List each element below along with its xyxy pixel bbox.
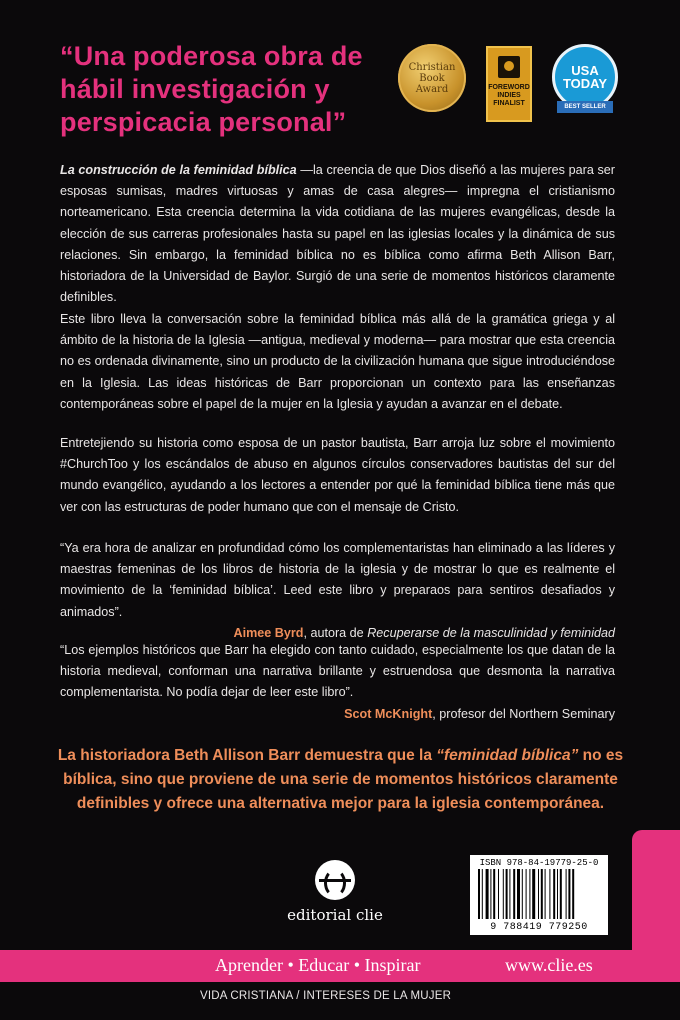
isbn-barcode [470,855,608,935]
barcode-bar [549,869,550,919]
barcode-bar [568,869,570,919]
barcode-bar [509,869,510,919]
highlight-text: La historiadora Beth Allison Barr demuestra que la [57,747,437,764]
book-title-inline: La construcción de la feminidad bíblica [60,163,297,177]
publisher-name: editorial clie [287,906,383,924]
christian-book-award-badge [398,44,466,112]
barcode-number: 9 788419 779250 [490,922,588,933]
spine-tab [632,830,680,950]
endorsement-1 [60,538,615,644]
barcode-bar [503,869,504,919]
barcode-bar [526,869,527,919]
highlight-text: no es bíblica, sino que proviene de una serie de momentos históricos claramente definibles y ofrece una alternativa mejor para la iglesia contemporánea. [63,747,624,812]
barcode-bar [506,869,508,919]
publisher-logo [280,860,390,925]
barcode-bar [572,869,574,919]
usa-today-line2: TODAY [562,76,608,91]
paragraph-text: Este libro lleva la conversación sobre la feminidad bíblica más allá de la gramática griega y al ámbito de la historia de la Iglesia —antigua, medieval y moderna— para mostrar que esta creencia no es ordenada divinamente, sino un producto de la civilización humana que sigue introduciéndose en la Iglesia. Las ideas históricas de Barr proporcionan un contexto para las enseñanzas contemporáneas sobre el papel de la mujer en la Iglesia y ayudan a avanzar en el debate. [60,312,615,411]
highlight-statement [48,744,633,816]
foreword-indies-label: FOREWORD INDIES FINALIST [488,84,530,107]
barcode-bar [486,869,489,919]
footer-band [0,950,680,982]
description-paragraph-3 [60,433,615,518]
barcode-bar [490,869,491,919]
barcode-bar [513,869,515,919]
publisher-url: www.clie.es [505,955,593,975]
barcode-bar [538,869,539,919]
barcode-bar [545,869,546,919]
usa-today-line1: USA [571,63,599,78]
award-badges [398,44,620,124]
endorsement-quote: “Ya era hora de analizar en profundidad cómo los complementaristas han eliminado a las líderes y maestras femeninas de los libros de historia de la iglesia y de mostrar lo que es realmente el movimiento de la ‘feminidad bíblica’. Leed este libro y preparaos para sentiros desafiados y animados”. [60,541,615,619]
description-paragraph-1 [60,160,615,308]
barcode-bar [560,869,562,919]
isbn-label: ISBN 978-84-19779-25-0 [479,858,599,868]
barcode-bar [553,869,555,919]
category-label: VIDA CRISTIANA / INTERESES DE LA MUJER [200,990,452,1002]
barcode-bar [566,869,567,919]
barcode-bar [541,869,543,919]
globe-book-icon [315,860,355,900]
paragraph-text: Entretejiendo su historia como esposa de un pastor bautista, Barr arroja luz sobre el movimiento #ChurchToo y los escándalos de abuso en algunos círculos conservadores bautistas del sur del mundo evangélico, ayudando a los lectores a entender por qué la feminidad bíblica tiene más que ver con las estructuras de poder humano que con el mensaje de Cristo. [60,436,615,514]
barcode-bar [522,869,523,919]
barcode-bar [482,869,483,919]
book-icon [498,56,520,78]
barcode-bar [529,869,530,919]
barcode-bar [532,869,535,919]
description-paragraph-2 [60,309,615,415]
best-seller-ribbon: BEST SELLER [557,101,613,113]
barcode-bar [557,869,558,919]
endorser-book-title: Recuperarse de la masculinidad y feminidad [367,625,615,640]
barcode-bar [517,869,520,919]
endorsement-quote: “Los ejemplos históricos que Barr ha elegido con tanto cuidado, especialmente los que datan de la historia medieval, conforman una narrativa brillante y estruendosa que desmonta la narrativa complementarista. No podía dejar de leer este libro”. [60,643,615,700]
barcode-bars [478,869,600,919]
award-line: Book [419,72,445,84]
award-line: Award [415,83,449,95]
usa-today-badge [552,44,618,110]
foreword-indies-badge [486,46,532,122]
barcode-bar [478,869,480,919]
award-line: Christian [408,61,456,73]
highlight-emphasis: “feminidad bíblica” [436,747,579,764]
endorsement-2 [60,640,615,725]
endorser-role: , autora de [303,625,368,640]
endorser-name: Aimee Byrd [233,625,304,640]
endorser-role: , profesor del Northern Seminary [432,706,615,721]
endorsement-attribution [60,704,615,725]
paragraph-text: —la creencia de que Dios diseñó a las mujeres para ser esposas sumisas, madres virtuosas y amas de casa alegres— impregna el cristianismo norteamericano. Esta creencia determina la vida cotidiana de las mujeres evangélicas, desde la elección de sus carreras profesionales hasta su papel en las iglesias locales y la dinámica de sus relaciones. Sin embargo, la feminidad bíblica no es bíblica como afirma Beth Allison Barr, historiadora de la Universidad de Baylor. Surgió de una serie de momentos históricos claramente definibles. [60,163,615,305]
publisher-motto: Aprender • Educar • Inspirar [215,955,421,975]
cover-quote: “Una poderosa obra de hábil investigación y perspicacia personal” [60,41,363,137]
endorser-name: Scot McKnight [344,706,433,721]
barcode-bar [493,869,495,919]
barcode-bar [498,869,499,919]
